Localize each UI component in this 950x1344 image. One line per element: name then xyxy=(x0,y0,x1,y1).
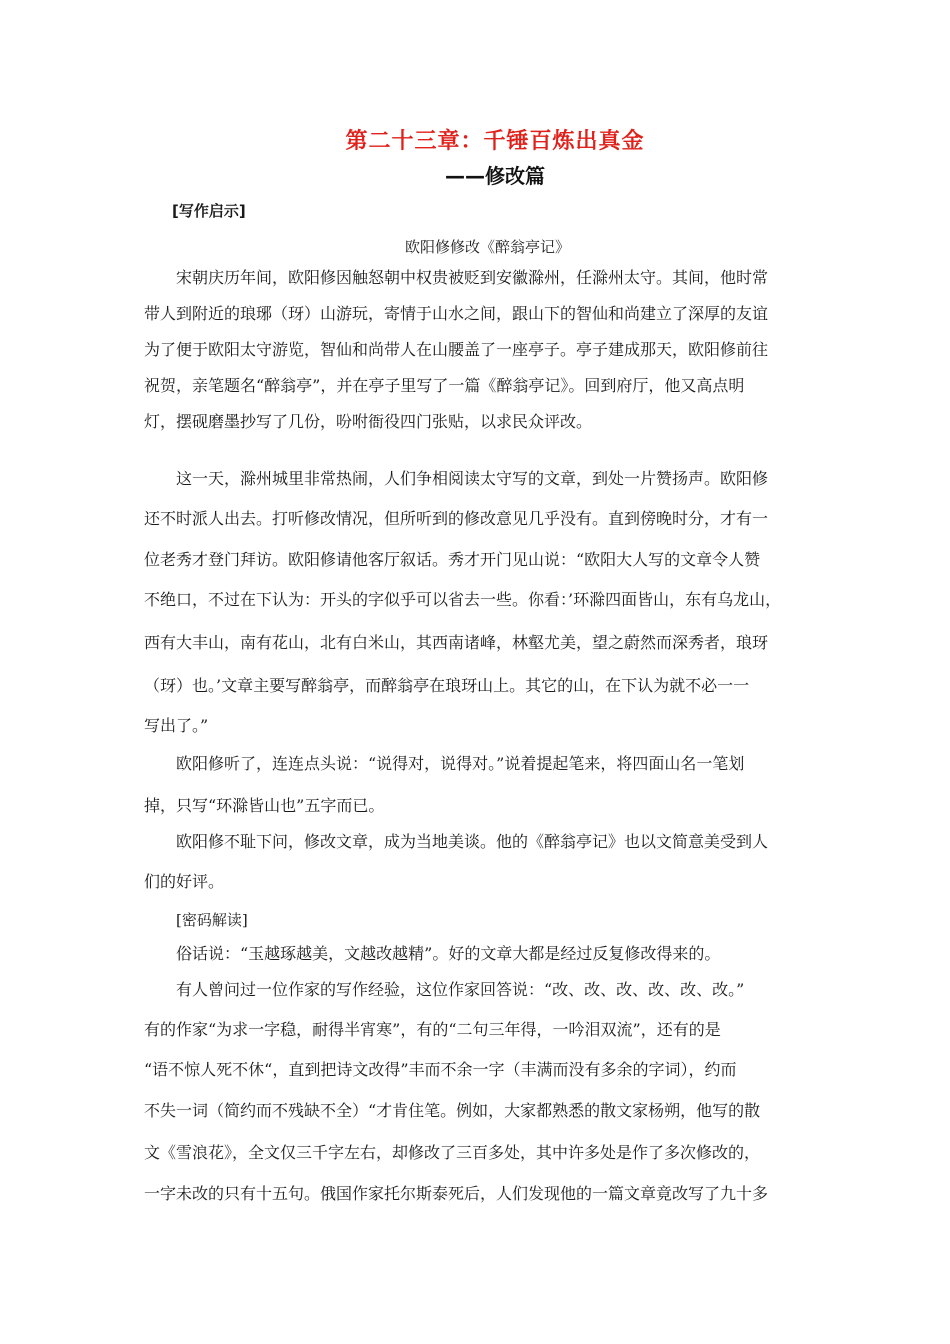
chapter-subtitle: ——修改篇 xyxy=(445,164,545,188)
paragraph-line: 灯，摆砚磨墨抄写了几份，吩咐衙役四门张贴，以求民众评改。 xyxy=(144,412,593,431)
section-label-decoding: [密码解读] xyxy=(176,911,248,929)
paragraph-line: 带人到附近的琅琊（玡）山游玩，寄情于山水之间，跟山下的智仙和尚建立了深厚的友谊 xyxy=(144,304,769,323)
paragraph-line: 位老秀才登门拜访。欧阳修请他客厅叙话。秀才开门见山说：“欧阳大人写的文章令人赞 xyxy=(144,550,761,569)
paragraph-line: “语不惊人死不休“，直到把诗文改得”丰而不余一字（丰满而没有多余的字词），约而 xyxy=(144,1060,737,1079)
paragraph-line: 这一天，滁州城里非常热闹，人们争相阅读太守写的文章，到处一片赞扬声。欧阳修 xyxy=(176,469,769,488)
paragraph-line: 文《雪浪花》，全文仅三千字左右，却修改了三百多处，其中许多处是作了多次修改的， xyxy=(144,1143,761,1162)
chapter-title: 第二十三章：千锤百炼出真金 xyxy=(345,129,645,154)
paragraph-line: 不失一词（简约而不残缺不全）“才肯住笔。例如，大家都熟悉的散文家杨朔，他写的散 xyxy=(144,1101,761,1120)
section-label-writing-insight: [写作启示] xyxy=(172,202,246,220)
paragraph-line: 欧阳修不耻下问，修改文章，成为当地美谈。他的《醉翁亭记》也以文简意美受到人 xyxy=(176,832,769,851)
paragraph-line: 为了便于欧阳太守游览，智仙和尚带人在山腰盖了一座亭子。亭子建成那天，欧阳修前往 xyxy=(144,340,769,359)
paragraph-line: 俗话说：“玉越琢越美，文越改越精”。好的文章大都是经过反复修改得来的。 xyxy=(176,944,721,963)
paragraph-line: 有的作家“为求一字稳，耐得半宵寒”，有的“二句三年得，一吟泪双流”，还有的是 xyxy=(144,1020,721,1039)
paragraph-line: （玡）也。’文章主要写醉翁亭，而醉翁亭在琅玡山上。其它的山，在下认为就不必一一 xyxy=(144,676,750,695)
paragraph-line: 写出了。” xyxy=(144,716,209,735)
paragraph-line: 们的好评。 xyxy=(144,872,225,891)
paragraph-line: 一字未改的只有十五句。俄国作家托尔斯泰死后，人们发现他的一篇文章竟改写了九十多 xyxy=(144,1184,769,1203)
paragraph-line: 西有大丰山，南有花山，北有白米山，其西南诸峰，林壑尤美，望之蔚然而深秀者，琅玡 xyxy=(144,633,769,652)
paragraph-line: 祝贺，亲笔题名“醉翁亭”，并在亭子里写了一篇《醉翁亭记》。回到府厅，他又高点明 xyxy=(144,376,745,395)
paragraph-line: 还不时派人出去。打听修改情况，但所听到的修改意见几乎没有。直到傍晚时分，才有一 xyxy=(144,509,769,528)
paragraph-line: 不绝口，不过在下认为：开头的字似乎可以省去一些。你看：’环滁四面皆山，东有乌龙山， xyxy=(144,590,782,609)
paragraph-line: 掉，只写“环滁皆山也”五字而已。 xyxy=(144,796,385,815)
paragraph-line: 宋朝庆历年间，欧阳修因触怒朝中权贵被贬到安徽滁州，任滁州太守。其间，他时常 xyxy=(176,268,769,287)
paragraph-line: 欧阳修听了，连连点头说：“说得对，说得对。”说着提起笔来，将四面山名一笔划 xyxy=(176,754,745,773)
paragraph-line: 有人曾问过一位作家的写作经验，这位作家回答说：“改、改、改、改、改、改。” xyxy=(176,980,745,999)
story-title: 欧阳修修改《醉翁亭记》 xyxy=(404,238,570,256)
